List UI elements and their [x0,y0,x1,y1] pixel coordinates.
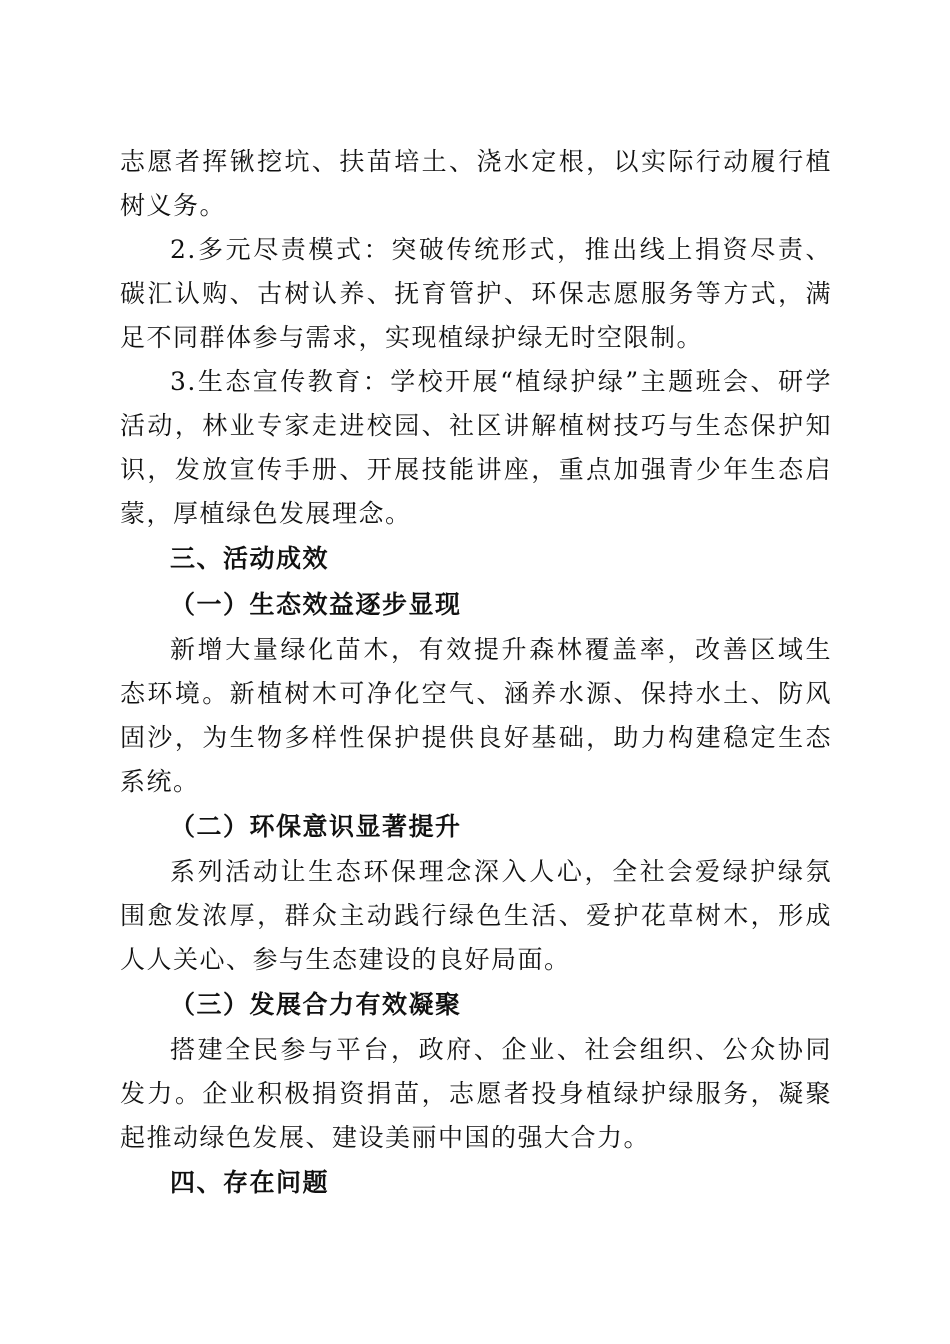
document-body [120,140,832,1206]
subheading-ecological-benefits: （一）生态效益逐步显现 [170,590,462,619]
paragraph-ecological-education: 3.生态宣传教育：学校开展“植绿护绿”主题班会、研学活动，林业专家走进校园、社区讲解植树技巧与生态保护知识，发放宣传手册、开展技能讲座，重点加强青少年生态启蒙，厚植绿色发展理念。 [120,367,832,528]
section-heading-problems: 四、存在问题 [170,1168,330,1197]
subheading-synergy: （三）发展合力有效凝聚 [170,990,462,1019]
paragraph-diverse-models: 2.多元尽责模式：突破传统形式，推出线上捐资尽责、碳汇认购、古树认养、抚育管护、环保志愿服务等方式，满足不同群体参与需求，实现植绿护绿无时空限制。 [120,235,832,352]
paragraph-ecological-benefits: 新增大量绿化苗木，有效提升森林覆盖率，改善区域生态环境。新植树木可净化空气、涵养水源、保持水土、防风固沙，为生物多样性保护提供良好基础，助力构建稳定生态系统。 [120,635,832,796]
paragraph-synergy: 搭建全民参与平台，政府、企业、社会组织、公众协同发力。企业积极捐资捐苗，志愿者投身植绿护绿服务，凝聚起推动绿色发展、建设美丽中国的强大合力。 [120,1035,832,1152]
section-heading-results: 三、活动成效 [170,544,330,573]
paragraph-awareness: 系列活动让生态环保理念深入人心，全社会爱绿护绿氛围愈发浓厚，群众主动践行绿色生活、爱护花草树木，形成人人关心、参与生态建设的良好局面。 [120,857,832,974]
subheading-awareness: （二）环保意识显著提升 [170,812,462,841]
paragraph-volunteer-planting: 志愿者挥锹挖坑、扶苗培土、浇水定根，以实际行动履行植树义务。 [120,147,832,220]
